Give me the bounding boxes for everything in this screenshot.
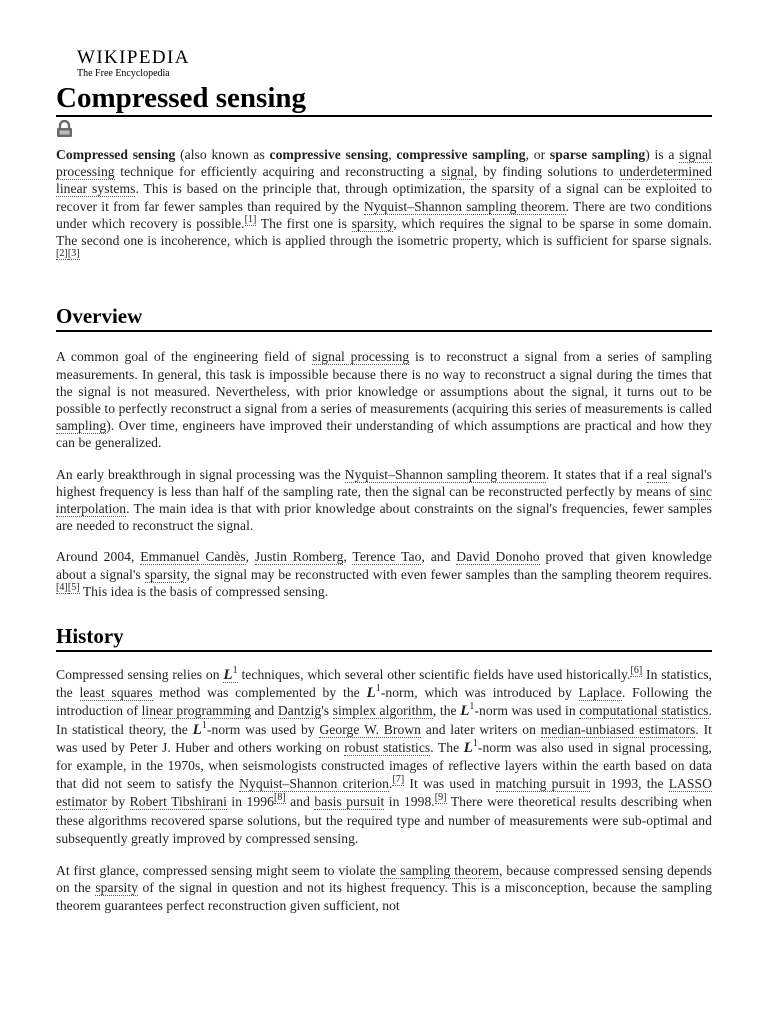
citation-ref[interactable]: [6] xyxy=(630,665,643,677)
citation-ref[interactable]: [7] xyxy=(392,774,405,786)
body-text: proved that given knowledge about a signal's xyxy=(56,549,712,582)
link-laplace[interactable]: Laplace xyxy=(578,685,622,701)
history-paragraph-2 xyxy=(56,862,712,914)
body-text: . The main idea is that with prior knowledge about constraints on the signal's frequencies, fewer samples are needed to reconstruct the signal. xyxy=(56,501,712,534)
section-heading-history: History xyxy=(56,624,124,649)
math-symbol: L xyxy=(460,703,470,720)
math-symbol: L xyxy=(192,721,202,738)
body-text: In statistics, the xyxy=(56,667,713,701)
body-text: and later writers on xyxy=(421,721,541,737)
lock-icon[interactable] xyxy=(56,123,73,142)
body-text: -norm was used by xyxy=(206,721,320,737)
body-text: and xyxy=(250,703,278,719)
intro-bold-term: Compressed sensing xyxy=(56,147,176,162)
intro-text: , which requires the signal to be sparse in some domain. The second one is incoherence, which is applied through the isometric property, which is sufficient for sparse signals. xyxy=(56,215,713,249)
body-text: signal's highest frequency is less than half of the sampling rate, then the signal can be reconstructed perfectly by means of xyxy=(56,466,712,499)
section-heading-overview: Overview xyxy=(56,304,143,329)
logo-tagline: The Free Encyclopedia xyxy=(77,68,170,79)
body-text: method was complemented by the xyxy=(152,685,367,701)
citation-ref[interactable]: [4] xyxy=(56,581,68,593)
body-text: Around 2004, xyxy=(56,549,141,565)
link-signal[interactable]: signal xyxy=(441,164,474,180)
body-text: . In statistical theory, the xyxy=(56,703,712,737)
overview-paragraph-2 xyxy=(56,466,712,535)
link-robust-statistics[interactable]: robust statistics xyxy=(344,739,431,755)
intro-bold-term: sparse sampling xyxy=(549,147,646,162)
body-text: . It states that if a xyxy=(545,466,647,482)
body-text: . xyxy=(388,776,393,792)
intro-text: , xyxy=(388,147,397,162)
link-nyquist-shannon-criterion[interactable]: Nyquist–Shannon criterion xyxy=(239,776,389,792)
link-robert-tibshirani[interactable]: Robert Tibshirani xyxy=(129,794,227,810)
link-dantzig[interactable]: Dantzig xyxy=(277,703,322,719)
body-text: -norm was also used in signal processing, for example, in the 1970s, when seismologists constructed images of reflective layers within the earth based on data that did not seem to satisfy the xyxy=(56,739,713,792)
link-sparsity[interactable]: sparsity xyxy=(144,566,187,582)
body-text: At first glance, compressed sensing might seem to violate xyxy=(56,863,380,879)
body-text: It was used in xyxy=(404,776,496,792)
body-text: in 1998. xyxy=(384,794,435,810)
math-superscript: 1 xyxy=(469,701,475,713)
body-text: ). Over time, engineers have improved their understanding of which assumptions are practical and how they can be generalized. xyxy=(56,418,712,451)
body-text: , and xyxy=(421,549,457,565)
body-text: There were theoretical results describing when these algorithms recovered sparse solutions, but the required type and number of measurements were sub-optimal and subsequently greatly improved by compressed sensing. xyxy=(56,794,712,846)
intro-text: . There are two conditions under which recovery is possible. xyxy=(56,198,712,231)
link-matching-pursuit[interactable]: matching pursuit xyxy=(495,776,590,792)
math-superscript: 1 xyxy=(201,719,207,731)
intro-text: . This is based on the principle that, through optimization, the sparsity of a signal can be exploited to recover it from far fewer samples than required by the xyxy=(56,181,712,214)
body-text: in 1993, the xyxy=(589,776,669,792)
math-superscript: 1 xyxy=(472,737,478,749)
link-signal-processing[interactable]: signal processing xyxy=(312,349,410,365)
body-text: An early breakthrough in signal processing was the xyxy=(56,466,345,482)
body-text: of the signal in question and not its highest frequency. This is a misconception, because the sampling theorem guarantees perfect reconstruction given sufficient, not xyxy=(56,880,712,913)
link-emmanuel-candes[interactable]: Emmanuel Candès xyxy=(140,549,246,565)
link-underdetermined-linear-systems[interactable]: underdetermined linear systems xyxy=(56,164,712,197)
overview-paragraph-1 xyxy=(56,348,712,451)
link-signal-processing[interactable]: signal processing xyxy=(56,147,712,180)
body-text: -norm was used in xyxy=(474,703,580,719)
intro-paragraph xyxy=(56,146,712,266)
body-text: by xyxy=(107,794,130,810)
logo-wordmark: WIKIPEDIA xyxy=(77,47,190,68)
body-text: , because compressed sensing depends on the xyxy=(56,863,712,896)
link-sinc-interpolation[interactable]: sinc interpolation xyxy=(56,483,712,517)
link-least-squares[interactable]: least squares xyxy=(79,685,153,701)
link-lasso-estimator[interactable]: LASSO estimator xyxy=(56,776,713,810)
body-text: A common goal of the engineering field of xyxy=(56,349,313,365)
math-symbol: L xyxy=(463,739,473,756)
intro-text: technique for efficiently acquiring and reconstructing a xyxy=(114,164,442,180)
wikipedia-logo[interactable] xyxy=(77,48,712,80)
citation-ref[interactable]: [3] xyxy=(67,248,80,260)
link-the-sampling-theorem[interactable]: the sampling theorem xyxy=(379,863,500,879)
citation-ref[interactable]: [1] xyxy=(244,213,257,225)
intro-bold-term: compressive sensing xyxy=(269,147,389,162)
intro-text: , or xyxy=(525,147,550,162)
math-symbol: L xyxy=(366,685,376,702)
citation-ref[interactable]: [5] xyxy=(67,581,80,593)
link-real[interactable]: real xyxy=(646,466,668,482)
body-text: , the xyxy=(432,703,461,719)
link-nyquist-shannon-sampling-theorem[interactable]: Nyquist–Shannon sampling theorem xyxy=(344,466,546,482)
article-title: Compressed sensing xyxy=(56,82,307,114)
citation-ref[interactable]: [9] xyxy=(434,792,447,804)
body-text: techniques, which several other scientific fields have used historically. xyxy=(237,667,631,683)
math-l1[interactable] xyxy=(223,667,237,683)
link-sampling[interactable]: sampling xyxy=(56,418,107,434)
body-text: and xyxy=(285,794,315,810)
citation-ref[interactable]: [2] xyxy=(56,248,68,260)
overview-paragraph-3 xyxy=(56,548,712,600)
page xyxy=(56,0,712,914)
body-text: . The xyxy=(430,739,464,755)
math-superscript: 1 xyxy=(375,683,381,695)
link-justin-romberg[interactable]: Justin Romberg xyxy=(254,549,344,565)
body-text: , xyxy=(343,549,353,565)
body-text: . It was used by Peter J. Huber and others working on xyxy=(56,721,712,755)
link-linear-programming[interactable]: linear programming xyxy=(141,703,251,719)
body-text: Compressed sensing relies on xyxy=(56,667,224,683)
body-text: , xyxy=(245,549,255,565)
link-basis-pursuit[interactable]: basis pursuit xyxy=(314,794,385,810)
link-computational-statistics[interactable]: computational statistics xyxy=(579,703,709,719)
math-superscript: 1 xyxy=(232,665,238,677)
link-median-unbiased-estimators[interactable]: median-unbiased estimators xyxy=(540,721,696,737)
link-terence-tao[interactable]: Terence Tao xyxy=(352,549,422,565)
body-text: -norm, which was introduced by xyxy=(380,685,579,701)
citation-ref[interactable]: [8] xyxy=(273,792,286,804)
intro-text: (also known as xyxy=(175,147,270,162)
intro-text: The first one is xyxy=(256,215,352,231)
link-nyquist-shannon-sampling-theorem[interactable]: Nyquist–Shannon sampling theorem xyxy=(363,198,566,214)
body-text: 's xyxy=(321,703,333,719)
intro-bold-term: compressive sampling xyxy=(396,147,526,162)
body-text: , the signal may be reconstructed with even fewer samples than the sampling theorem requires. xyxy=(186,566,712,582)
link-sparsity[interactable]: sparsity xyxy=(95,880,139,896)
link-george-w-brown[interactable]: George W. Brown xyxy=(319,721,422,737)
link-david-donoho[interactable]: David Donoho xyxy=(456,549,540,565)
body-text: This idea is the basis of compressed sensing. xyxy=(79,583,329,599)
body-text: in 1996 xyxy=(227,794,274,810)
body-text: is to reconstruct a signal from a series of sampling measurements. In general, this task is impossible because there is no way to reconstruct a signal during the times that the signal is not measured. Nevertheless, with prior knowledge or assumptions about the signal, it turns out to be possible to perfectly reconstruct a signal from a series of measurements (acquiring this series of measurements is called xyxy=(56,349,713,417)
intro-text: , by finding solutions to xyxy=(474,164,620,180)
intro-text: ) is a xyxy=(645,147,680,162)
link-simplex-algorithm[interactable]: simplex algorithm xyxy=(332,703,433,719)
body-text: . Following the introduction of xyxy=(56,685,712,719)
history-paragraph-1 xyxy=(56,666,712,848)
link-sparsity[interactable]: sparsity xyxy=(351,215,394,231)
math-symbol: L xyxy=(223,667,233,684)
